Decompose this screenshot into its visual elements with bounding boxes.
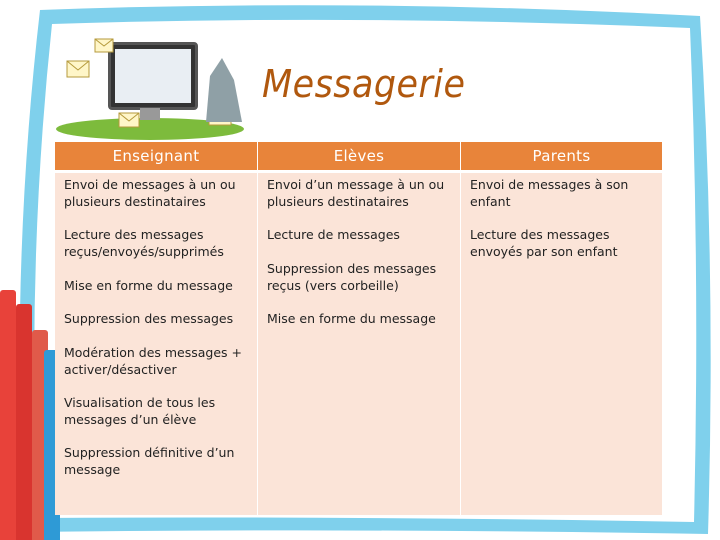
- column-eleves: [258, 142, 461, 515]
- table-cell: Lecture de messages: [267, 227, 400, 242]
- table-cell: Envoi de messages à un ou plusieurs destinataires: [64, 177, 236, 209]
- rock-decoration: [196, 56, 250, 122]
- pencil-red: [0, 290, 16, 540]
- table-cell: Visualisation de tous les messages d’un élève: [64, 395, 216, 427]
- column-header: Parents: [461, 142, 662, 173]
- computer-monitor-icon: [108, 42, 198, 110]
- table-cell: Suppression des messages reçus (vers corbeille): [267, 261, 437, 293]
- monitor-screen: [115, 49, 191, 103]
- envelope-icon: [94, 38, 114, 53]
- page-title: Messagerie: [262, 62, 466, 106]
- table-cell: Envoi d’un message à un ou plusieurs destinataires: [267, 177, 445, 209]
- column-header: Elèves: [258, 142, 460, 173]
- column-parents: [461, 142, 662, 515]
- table-cell: Suppression définitive d’un message: [64, 445, 235, 477]
- table-cell: Mise en forme du message: [64, 278, 233, 293]
- table-cell: Suppression des messages: [64, 311, 234, 326]
- monitor-stand: [140, 108, 160, 120]
- envelope-icon: [66, 60, 90, 78]
- features-table: [55, 142, 662, 515]
- pencil-red: [16, 304, 32, 540]
- column-header: Enseignant: [55, 142, 257, 173]
- table-cell: Lecture des messages reçus/envoyés/supprimés: [64, 227, 224, 259]
- envelope-icon: [118, 112, 140, 128]
- table-cell: Mise en forme du message: [267, 311, 436, 326]
- table-cell: Envoi de messages à son enfant: [470, 177, 629, 209]
- column-enseignant: [55, 142, 258, 515]
- table-cell: Modération des messages + activer/désactiver: [64, 345, 243, 377]
- table-cell: Lecture des messages envoyés par son enfant: [470, 227, 618, 259]
